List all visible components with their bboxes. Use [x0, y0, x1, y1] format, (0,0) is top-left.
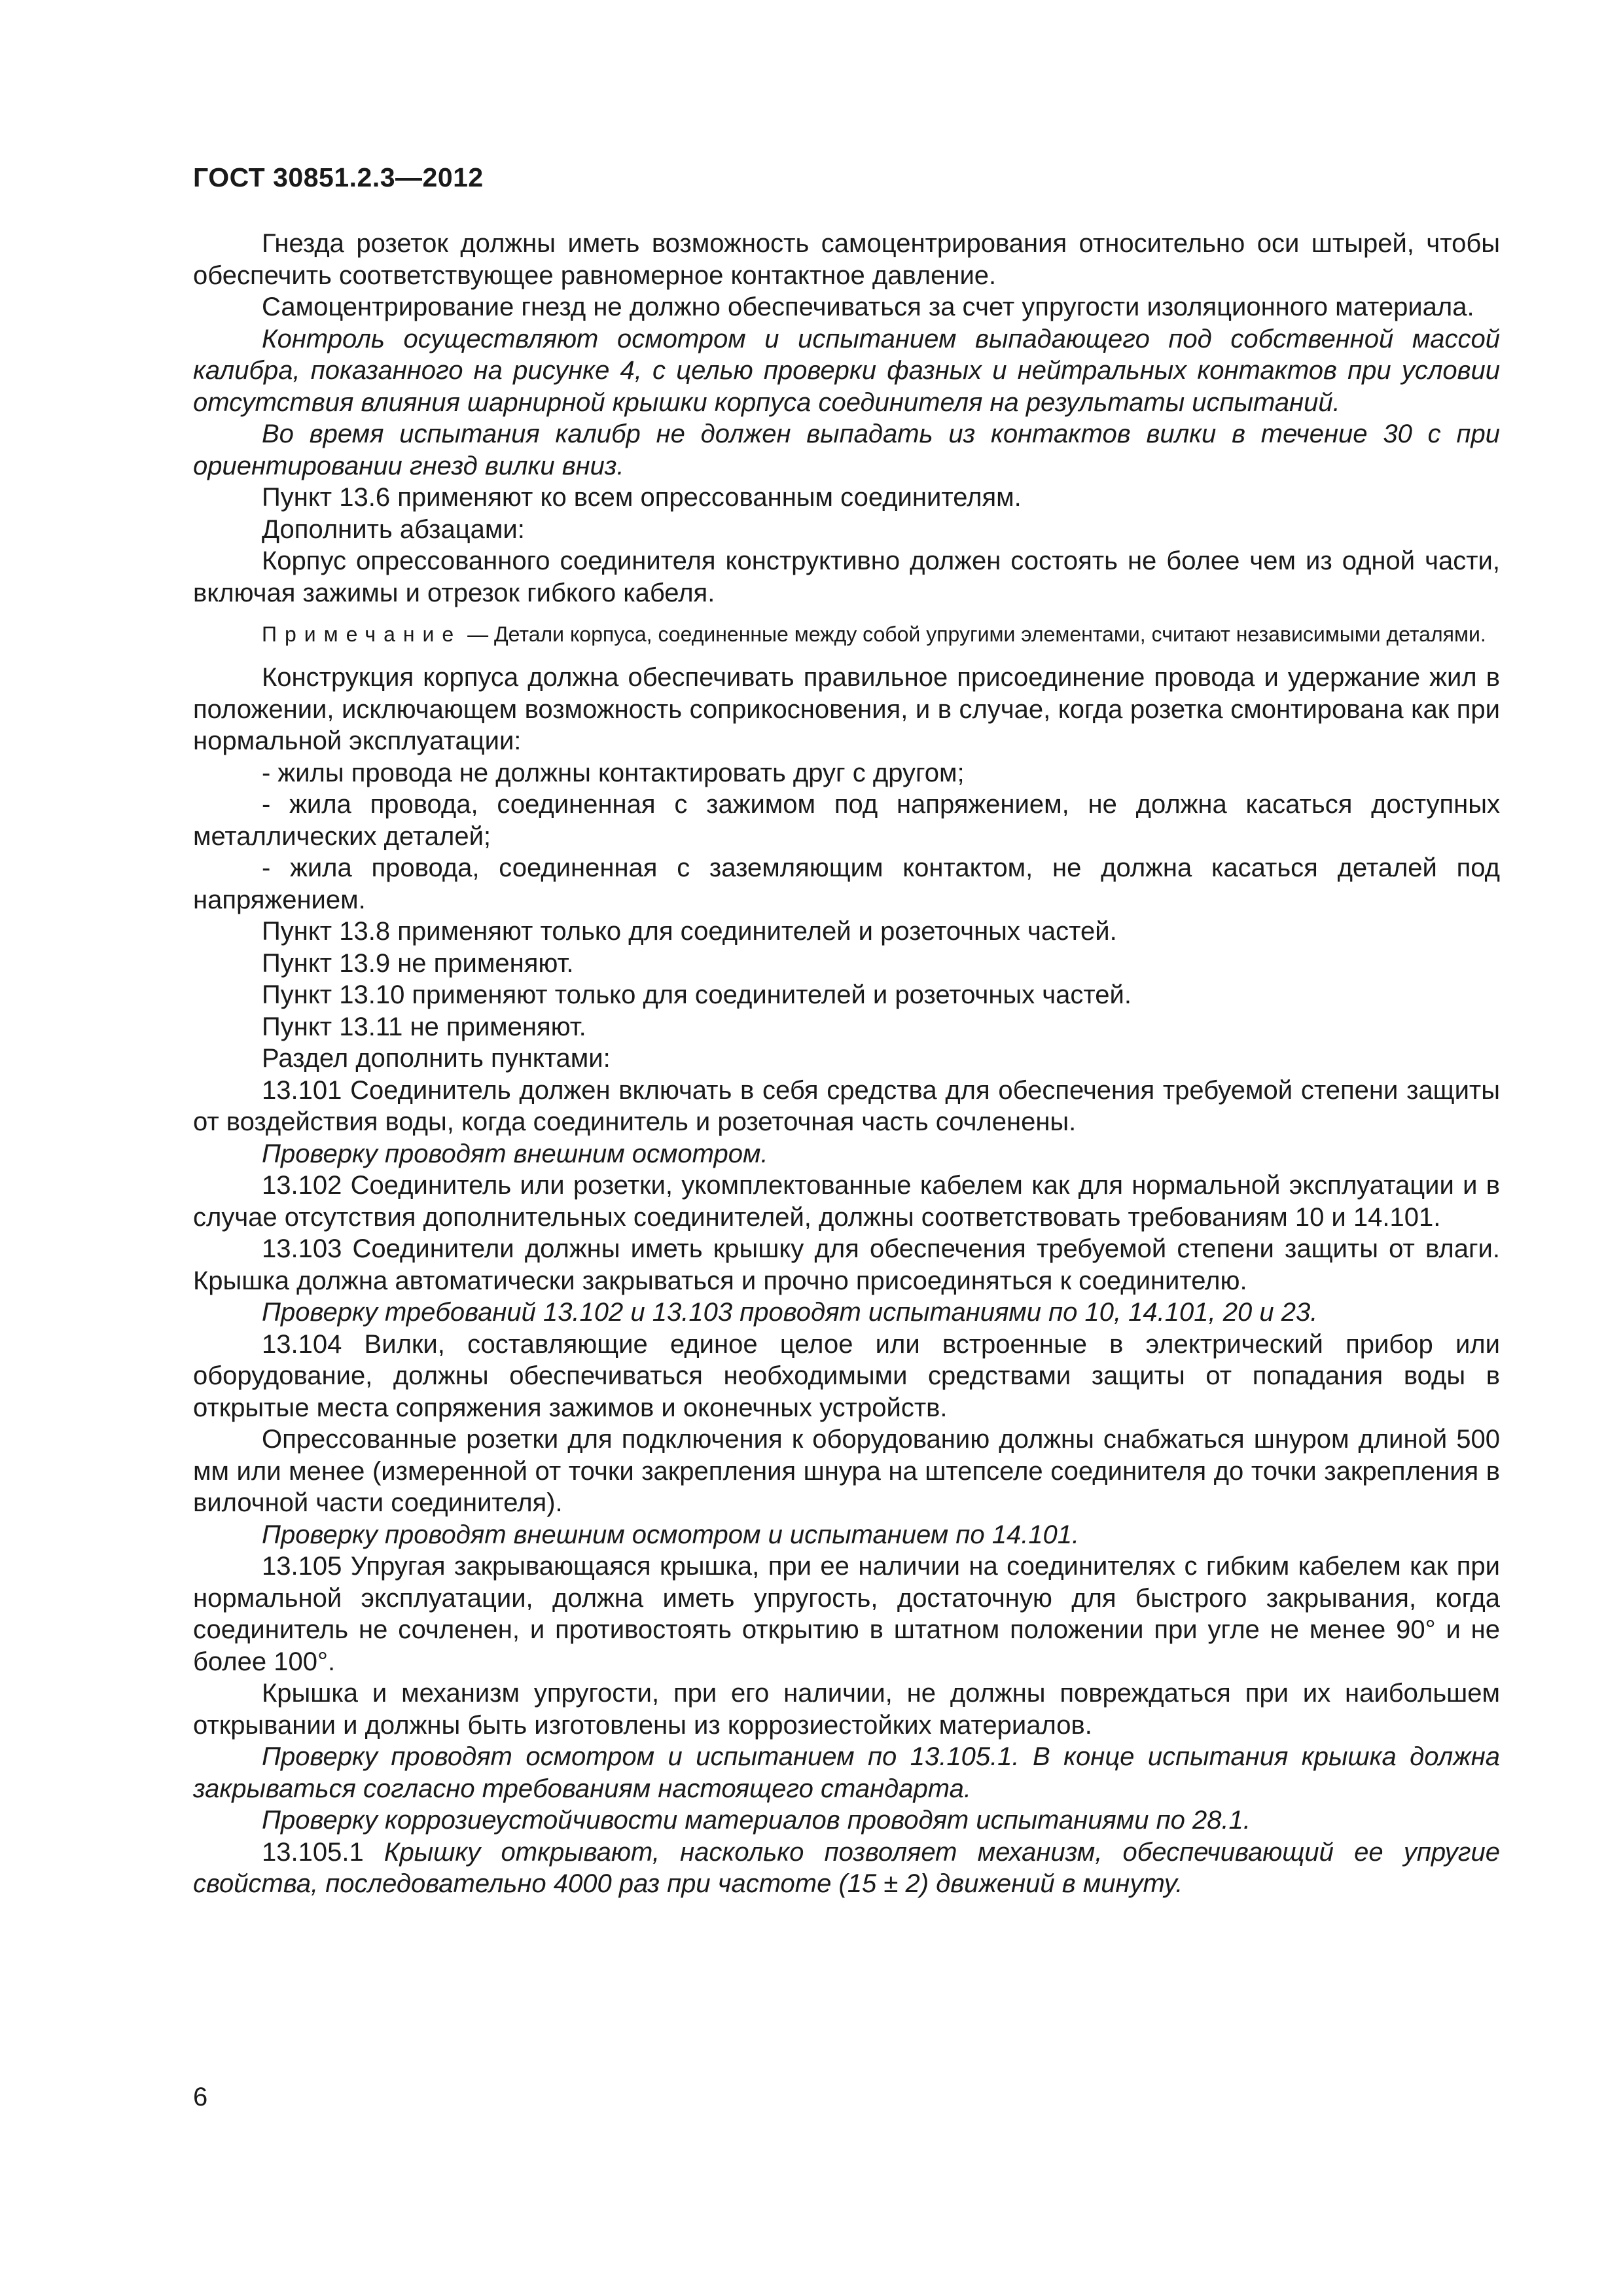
paragraph: Корпус опрессованного соединителя конструктивно должен состоять не более чем из одной части, включая зажимы и отрезок гибкого кабеля. — [193, 547, 1500, 607]
clause-13-103: 13.103 Соединители должны иметь крышку для обеспечения требуемой степени защиты от влаги. Крышка должна автоматически закрываться и прочно присоединяться к соединителю. — [193, 1234, 1500, 1295]
clause-13-105: 13.105 Упругая закрывающаяся крышка, при ее наличии на соединителях с гибким кабелем как при нормальной эксплуатации, должна иметь упругость, достаточную для быстрого закрывания, когда соединитель не сочленен, и противостоять открытию в штатном положении при угле не менее 90° и не более 100°. — [193, 1552, 1500, 1676]
test-method-paragraph: Проверку требований 13.102 и 13.103 проводят испытаниями по 10, 14.101, 20 и 23. — [262, 1298, 1318, 1327]
paragraph: Гнезда розеток должны иметь возможность самоцентрирования относительно оси штырей, чтобы обеспечить соответствующее равномерное контактное давление. — [193, 229, 1500, 290]
paragraph: Конструкция корпуса должна обеспечивать правильное присоединение провода и удержание жил в положении, исключающем возможность соприкосновения, и в случае, когда розетка смонтирована как при нормальной эксплуатации: — [193, 663, 1500, 755]
clause-13-102: 13.102 Соединитель или розетки, укомплектованные кабелем как для нормальной эксплуатации и в случае отсутствия дополнительных соединителей, должны соответствовать требованиям 10 и 14.101. — [193, 1171, 1500, 1232]
page-number: 6 — [193, 2083, 208, 2111]
paragraph: Раздел дополнить пунктами: — [262, 1044, 611, 1073]
note-text: — Детали корпуса, соединенные между собой упругими элементами, считают независимыми деталями. — [461, 622, 1486, 646]
paragraph: Крышка и механизм упругости, при его наличии, не должны повреждаться при их наибольшем открывании и должны быть изготовлены из коррозиестойких материалов. — [193, 1679, 1500, 1740]
paragraph: Самоцентрирование гнезд не должно обеспечиваться за счет упругости изоляционного материала. — [262, 293, 1474, 321]
test-method-paragraph: Проверку проводят внешним осмотром и испытанием по 14.101. — [262, 1520, 1080, 1549]
clause-13-104: 13.104 Вилки, составляющие единое целое или встроенные в электрический прибор или оборудование, должны обеспечиваться необходимыми средствами защиты от попадания воды в открытые места сопряжения зажимов и оконечных устройств. — [193, 1329, 1500, 1422]
clause-number: 13.105.1 — [262, 1837, 364, 1867]
note — [193, 621, 1500, 647]
test-method-paragraph: Контроль осуществляют осмотром и испытанием выпадающего под собственной массой калибра, показанного на рисунке 4, с целью проверки фазных и нейтральных контактов при условии отсутствия влияния шарнирной крышки корпуса соединителя на результаты испытаний. — [193, 324, 1500, 417]
paragraph: Пункт 13.8 применяют только для соединителей и розеточных частей. — [262, 917, 1117, 946]
document-code: ГОСТ 30851.2.3—2012 — [193, 162, 484, 192]
test-method-paragraph: Проверку коррозиеустойчивости материалов проводят испытаниями по 28.1. — [262, 1806, 1251, 1835]
list-item: - жила провода, соединенная с заземляющим контактом, не должна касаться деталей под напряжением. — [193, 853, 1500, 914]
paragraph: Пункт 13.10 применяют только для соединителей и розеточных частей. — [262, 980, 1132, 1009]
test-method-paragraph: Проверку проводят внешним осмотром. — [262, 1139, 768, 1168]
paragraph: Пункт 13.11 не применяют. — [262, 1012, 586, 1041]
paragraph: Пункт 13.9 не применяют. — [262, 948, 574, 978]
list-item: - жила провода, соединенная с зажимом под напряжением, не должна касаться доступных металлических деталей; — [193, 790, 1500, 851]
clause-13-101: 13.101 Соединитель должен включать в себя средства для обеспечения требуемой степени защиты от воздействия воды, когда соединитель и розеточная часть сочленены. — [193, 1075, 1500, 1136]
paragraph: Опрессованные розетки для подключения к оборудованию должны снабжаться шнуром длиной 500 мм или менее (измеренной от точки закрепления шнура на штепселе соединителя до точки закрепления в вилочной части соединителя). — [193, 1425, 1500, 1517]
note-label: Примечание — [262, 622, 462, 646]
paragraph: Пункт 13.6 применяют ко всем опрессованным соединителям. — [262, 483, 1022, 512]
clause-text: Крышку открывают, насколько позволяет механизм, обеспечивающий ее упругие свойства, последовательно 4000 раз при частоте (15 ± 2) движений в минуту. — [193, 1837, 1500, 1898]
list-item: - жилы провода не должны контактировать друг с другом; — [262, 758, 965, 787]
clause-13-105-1 — [193, 1837, 1500, 1900]
document-body — [193, 228, 1500, 1900]
test-method-paragraph: Во время испытания калибр не должен выпадать из контактов вилки в течение 30 с при ориентировании гнезд вилки вниз. — [193, 420, 1500, 480]
paragraph: Дополнить абзацами: — [262, 514, 525, 544]
test-method-paragraph: Проверку проводят осмотром и испытанием по 13.105.1. В конце испытания крышка должна закрываться согласно требованиям настоящего стандарта. — [193, 1742, 1500, 1803]
